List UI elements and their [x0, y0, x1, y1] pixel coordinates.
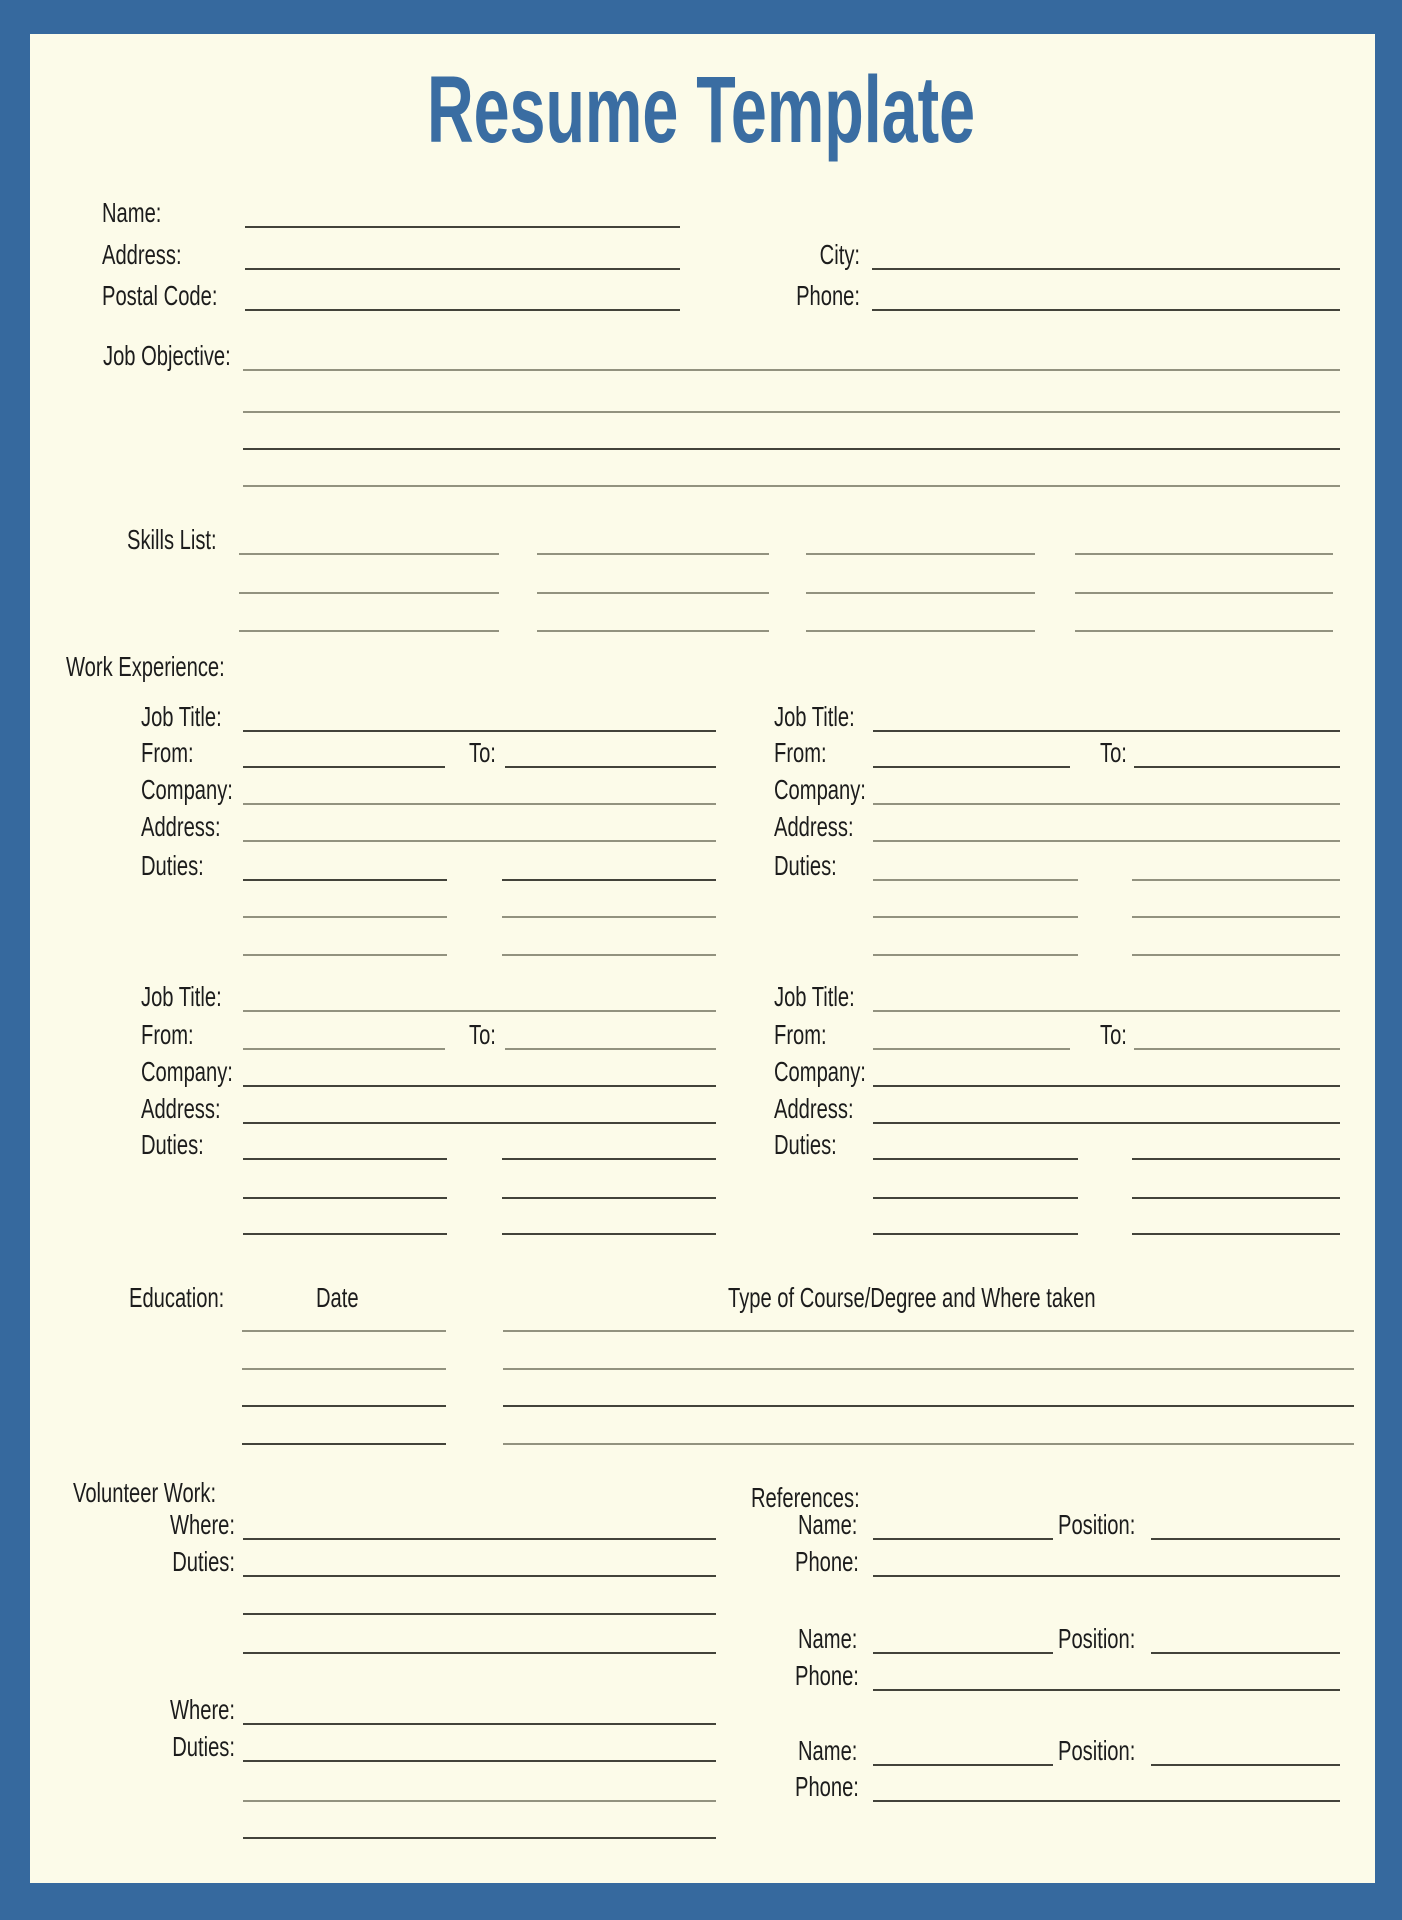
company-label: Company:: [141, 1056, 233, 1087]
blank-line: [873, 1764, 1053, 1766]
duties-label: Duties:: [141, 1129, 204, 1160]
blank-line: [239, 553, 499, 555]
from-label: From:: [774, 1019, 827, 1050]
blank-line: [1151, 1652, 1340, 1654]
blank-line: [243, 730, 716, 732]
blank-line: [243, 1613, 716, 1615]
blank-line: [243, 1723, 716, 1725]
education-heading: Education:: [129, 1282, 225, 1313]
from-label: From:: [774, 737, 827, 768]
blank-line: [873, 1158, 1078, 1160]
education-date-header: Date: [316, 1282, 359, 1313]
city-label: City:: [819, 239, 860, 270]
references-heading: References:: [751, 1482, 860, 1513]
blank-line: [873, 730, 1340, 732]
position-label: Position:: [1058, 1509, 1136, 1540]
name-label: Name:: [102, 197, 162, 228]
to-label: To:: [469, 737, 496, 768]
phone-label: Phone:: [795, 1660, 859, 1691]
address-label: Address:: [774, 1093, 854, 1124]
duties-label: Duties:: [172, 1731, 235, 1762]
blank-line: [873, 1652, 1053, 1654]
blank-line: [503, 1443, 1354, 1445]
paper: [30, 34, 1375, 1883]
job-title-label: Job Title:: [774, 981, 855, 1012]
company-label: Company:: [774, 1056, 866, 1087]
blank-line: [873, 879, 1078, 881]
blank-line: [1075, 630, 1333, 632]
blank-line: [1132, 916, 1340, 918]
blank-line: [873, 1233, 1078, 1235]
blank-line: [806, 630, 1035, 632]
blank-line: [239, 630, 499, 632]
blank-line: [873, 1197, 1078, 1199]
from-label: From:: [141, 1019, 194, 1050]
blank-line: [1151, 1538, 1340, 1540]
blank-line: [243, 1538, 716, 1540]
blank-line: [505, 1048, 716, 1050]
from-label: From:: [141, 737, 194, 768]
name-label: Name:: [798, 1509, 858, 1540]
blank-line: [243, 1760, 716, 1762]
blank-line: [502, 1158, 716, 1160]
duties-label: Duties:: [774, 1129, 837, 1160]
blank-line: [505, 766, 716, 768]
blank-line: [243, 840, 716, 842]
blank-line: [873, 916, 1078, 918]
position-label: Position:: [1058, 1735, 1136, 1766]
address-label: Address:: [141, 811, 221, 842]
skills-list-label: Skills List:: [127, 524, 217, 555]
blank-line: [502, 879, 716, 881]
postal-code-label: Postal Code:: [102, 280, 218, 311]
where-label: Where:: [170, 1694, 235, 1725]
blank-line: [873, 1689, 1340, 1691]
duties-label: Duties:: [172, 1546, 235, 1577]
blank-line: [537, 553, 769, 555]
blank-line: [243, 1652, 716, 1654]
blank-line: [873, 1122, 1340, 1124]
blank-line: [1132, 1197, 1340, 1199]
blank-line: [243, 1122, 716, 1124]
volunteer-heading: Volunteer Work:: [73, 1477, 217, 1508]
education-course-header: Type of Course/Degree and Where taken: [728, 1282, 1096, 1313]
phone-label: Phone:: [795, 1771, 859, 1802]
job-title-label: Job Title:: [774, 701, 855, 732]
blank-line: [806, 553, 1035, 555]
blank-line: [243, 1085, 716, 1087]
blank-line: [1132, 954, 1340, 956]
duties-label: Duties:: [141, 850, 204, 881]
address-label: Address:: [102, 239, 182, 270]
to-label: To:: [1100, 1019, 1127, 1050]
blank-line: [872, 309, 1340, 311]
blank-line: [243, 485, 1340, 487]
blank-line: [537, 592, 769, 594]
blank-line: [243, 1197, 447, 1199]
job-objective-label: Job Objective:: [103, 340, 231, 371]
blank-line: [806, 592, 1035, 594]
work-experience-heading: Work Experience:: [66, 651, 225, 682]
blank-line: [873, 954, 1078, 956]
blank-line: [242, 1443, 446, 1445]
phone-label: Phone:: [796, 280, 860, 311]
blank-line: [502, 1197, 716, 1199]
blank-line: [243, 1048, 445, 1050]
blank-line: [243, 411, 1340, 413]
blank-line: [1132, 1158, 1340, 1160]
blank-line: [872, 268, 1340, 270]
blank-line: [243, 766, 445, 768]
company-label: Company:: [774, 774, 866, 805]
name-label: Name:: [798, 1623, 858, 1654]
blank-line: [243, 803, 716, 805]
blank-line: [242, 1405, 446, 1407]
blank-line: [243, 1233, 447, 1235]
blank-line: [243, 1575, 716, 1577]
job-title-label: Job Title:: [141, 701, 222, 732]
phone-label: Phone:: [795, 1546, 859, 1577]
blank-line: [1134, 1048, 1340, 1050]
to-label: To:: [469, 1019, 496, 1050]
blank-line: [873, 1048, 1070, 1050]
blank-line: [873, 1800, 1340, 1802]
blank-line: [1075, 592, 1333, 594]
blank-line: [873, 803, 1340, 805]
blank-line: [1134, 766, 1340, 768]
blank-line: [245, 226, 680, 228]
where-label: Where:: [170, 1509, 235, 1540]
job-title-label: Job Title:: [141, 981, 222, 1012]
blank-line: [242, 1330, 446, 1332]
blank-line: [873, 766, 1070, 768]
blank-line: [242, 1368, 446, 1370]
address-label: Address:: [141, 1093, 221, 1124]
blank-line: [1075, 553, 1333, 555]
blank-line: [503, 1330, 1354, 1332]
blank-line: [537, 630, 769, 632]
blank-line: [873, 1538, 1053, 1540]
blank-line: [503, 1368, 1354, 1370]
company-label: Company:: [141, 774, 233, 805]
blank-line: [239, 592, 499, 594]
blank-line: [873, 1085, 1340, 1087]
blank-line: [243, 1800, 716, 1802]
position-label: Position:: [1058, 1623, 1136, 1654]
blank-line: [245, 268, 680, 270]
blank-line: [502, 954, 716, 956]
blank-line: [502, 1233, 716, 1235]
duties-label: Duties:: [774, 850, 837, 881]
blank-line: [243, 954, 447, 956]
blank-line: [243, 879, 447, 881]
name-label: Name:: [798, 1735, 858, 1766]
blank-line: [243, 916, 447, 918]
blank-line: [873, 840, 1340, 842]
blank-line: [245, 309, 680, 311]
blank-line: [243, 1010, 716, 1012]
blank-line: [503, 1405, 1354, 1407]
blank-line: [873, 1575, 1340, 1577]
page-title: Resume Template: [426, 57, 976, 163]
blank-line: [502, 916, 716, 918]
to-label: To:: [1100, 737, 1127, 768]
blank-line: [243, 369, 1340, 371]
blank-line: [873, 1010, 1340, 1012]
blank-line: [1132, 1233, 1340, 1235]
blank-line: [1132, 879, 1340, 881]
blank-line: [1151, 1764, 1340, 1766]
address-label: Address:: [774, 811, 854, 842]
blank-line: [243, 448, 1340, 450]
blank-line: [243, 1837, 716, 1839]
blank-line: [243, 1158, 447, 1160]
